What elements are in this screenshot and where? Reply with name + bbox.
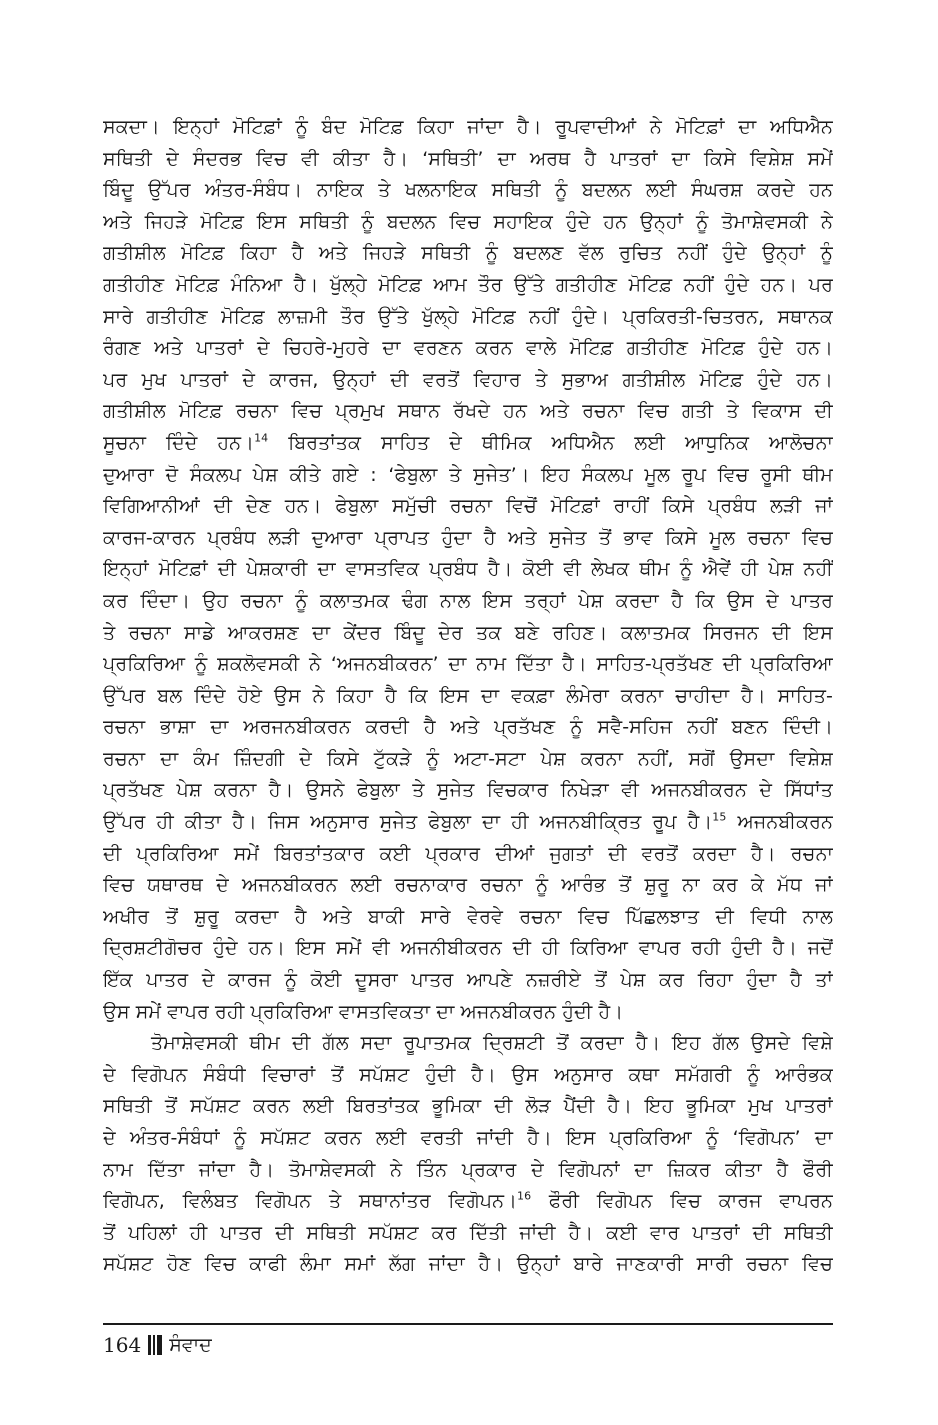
text-segment: ਫੌਰੀ ਵਿਗੋਪਨ ਵਿਚ ਕਾਰਜ ਵਾਪਰਨ xyxy=(531,1190,833,1213)
text-line: ਪ੍ਰਕਿਰਿਆ ਨੂੰ ਸ਼ਕਲੋਵਸਕੀ ਨੇ ‘ਅਜਨਬੀਕਰਨ’ ਦਾ ਨਾਮ ਦਿੱਤਾ ਹੈ। ਸਾਹਿਤ-ਪ੍ਰਤੱਖਣ ਦੀ ਪ੍ਰਕਿਰਿਆ xyxy=(103,653,833,676)
text-line: ਸਕਦਾ। ਇਨ੍ਹਾਂ ਮੋਟਿਫ਼ਾਂ ਨੂੰ ਬੰਦ ਮੋਟਿਫ਼ ਕਿਹਾ ਜਾਂਦਾ ਹੈ। ਰੂਪਵਾਦੀਆਂ ਨੇ ਮੋਟਿਫ਼ਾਂ ਦਾ ਅਧਿਐਨ xyxy=(103,116,833,138)
footnote-ref-14: 14 xyxy=(254,431,269,445)
text-segment: ਅਜਨਬੀਕਰਨ xyxy=(726,811,833,834)
page-number: 164 xyxy=(103,1333,142,1357)
page-body xyxy=(103,112,833,1281)
text-segment: ਉੱਪਰ ਹੀ ਕੀਤਾ ਹੈ। ਜਿਸ ਅਨੁਸਾਰ ਸੁਜੇਤ ਫੇਬੁਲਾ ਦਾ ਹੀ ਅਜਨਬੀਕ੍ਰਿਤ ਰੂਪ ਹੈ। xyxy=(103,811,713,834)
text-line: ਅਖੀਰ ਤੋਂ ਸ਼ੁਰੂ ਕਰਦਾ ਹੈ ਅਤੇ ਬਾਕੀ ਸਾਰੇ ਵੇਰਵੇ ਰਚਨਾ ਵਿਚ ਪਿੱਛਲਝਾਤ ਦੀ ਵਿਧੀ ਨਾਲ xyxy=(103,905,833,928)
text-line: ਕਰ ਦਿੰਦਾ। ਉਹ ਰਚਨਾ ਨੂੰ ਕਲਾਤਮਕ ਢੰਗ ਨਾਲ ਇਸ ਤਰ੍ਹਾਂ ਪੇਸ਼ ਕਰਦਾ ਹੈ ਕਿ ਉਸ ਦੇ ਪਾਤਰ xyxy=(103,589,833,612)
text-line: ਕਾਰਜ-ਕਾਰਨ ਪ੍ਰਬੰਧ ਲੜੀ ਦੁਆਰਾ ਪ੍ਰਾਪਤ ਹੁੰਦਾ ਹੈ ਅਤੇ ਸੁਜੇਤ ਤੋਂ ਭਾਵ ਕਿਸੇ ਮੂਲ ਰਚਨਾ ਵਿਚ xyxy=(103,526,833,549)
text-line: ਗਤੀਹੀਣ ਮੋਟਿਫ਼ ਮੰਨਿਆ ਹੈ। ਖੁੱਲ੍ਹੇ ਮੋਟਿਫ਼ ਆਮ ਤੌਰ ਉੱਤੇ ਗਤੀਹੀਣ ਮੋਟਿਫ਼ ਨਹੀਂ ਹੁੰਦੇ ਹਨ। ਪਰ xyxy=(103,273,833,296)
text-line: ਇਨ੍ਹਾਂ ਮੋਟਿਫ਼ਾਂ ਦੀ ਪੇਸ਼ਕਾਰੀ ਦਾ ਵਾਸਤਵਿਕ ਪ੍ਰਬੰਧ ਹੈ। ਕੋਈ ਵੀ ਲੇਖਕ ਥੀਮ ਨੂੰ ਐਵੇਂ ਹੀ ਪੇਸ਼ ਨਹੀਂ xyxy=(103,558,833,581)
text-line: ਦੇ ਵਿਗੋਪਨ ਸੰਬੰਧੀ ਵਿਚਾਰਾਂ ਤੋਂ ਸਪੱਸ਼ਟ ਹੁੰਦੀ ਹੈ। ਉਸ ਅਨੁਸਾਰ ਕਥਾ ਸਮੱਗਰੀ ਨੂੰ ਆਰੰਭਕ xyxy=(103,1063,833,1086)
text-line: ਦ੍ਰਿਸ਼ਟੀਗੋਚਰ ਹੁੰਦੇ ਹਨ। ਇਸ ਸਮੇਂ ਵੀ ਅਜਨੀਬੀਕਰਨ ਦੀ ਹੀ ਕਿਰਿਆ ਵਾਪਰ ਰਹੀ ਹੁੰਦੀ ਹੈ। ਜਦੋਂ xyxy=(103,937,833,960)
paragraph-2 xyxy=(103,1028,833,1281)
paragraph-1 xyxy=(103,112,833,1028)
footnote-ref-15: 15 xyxy=(712,810,727,824)
text-line: ਰਚਨਾ ਦਾ ਕੰਮ ਜ਼ਿੰਦਗੀ ਦੇ ਕਿਸੇ ਟੁੱਕੜੇ ਨੂੰ ਅਟਾ-ਸਟਾ ਪੇਸ਼ ਕਰਨਾ ਨਹੀਂ, ਸਗੋਂ ਉਸਦਾ ਵਿਸ਼ੇਸ਼ xyxy=(103,747,833,770)
text-line: ਵਿਗਿਆਨੀਆਂ ਦੀ ਦੇਣ ਹਨ। ਫੇਬੁਲਾ ਸਮੁੱਚੀ ਰਚਨਾ ਵਿਚੋਂ ਮੋਟਿਫ਼ਾਂ ਰਾਹੀਂ ਕਿਸੇ ਪ੍ਰਬੰਧ ਲੜੀ ਜਾਂ xyxy=(103,495,833,518)
footnote-ref-16: 16 xyxy=(517,1189,532,1203)
text-line-with-footnote xyxy=(103,807,833,839)
text-line-with-footnote xyxy=(103,428,833,460)
text-segment: ਵਿਗੋਪਨ, ਵਿਲੰਬਤ ਵਿਗੋਪਨ ਤੇ ਸਥਾਨਾਂਤਰ ਵਿਗੋਪਨ। xyxy=(103,1190,518,1213)
text-line: ਤੋਮਾਸ਼ੇਵਸਕੀ ਥੀਮ ਦੀ ਗੱਲ ਸਦਾ ਰੂਪਾਤਮਕ ਦ੍ਰਿਸ਼ਟੀ ਤੋਂ ਕਰਦਾ ਹੈ। ਇਹ ਗੱਲ ਉਸਦੇ ਵਿਸ਼ੇ xyxy=(151,1032,833,1055)
text-line: ਸਪੱਸ਼ਟ ਹੋਣ ਵਿਚ ਕਾਫੀ ਲੰਮਾ ਸਮਾਂ ਲੱਗ ਜਾਂਦਾ ਹੈ। ਉਨ੍ਹਾਂ ਬਾਰੇ ਜਾਣਕਾਰੀ ਸਾਰੀ ਰਚਨਾ ਵਿਚ xyxy=(103,1253,833,1276)
text-line: ਵਿਚ ਯਥਾਰਥ ਦੇ ਅਜਨਬੀਕਰਨ ਲਈ ਰਚਨਾਕਾਰ ਰਚਨਾ ਨੂੰ ਆਰੰਭ ਤੋਂ ਸ਼ੁਰੂ ਨਾ ਕਰ ਕੇ ਮੱਧ ਜਾਂ xyxy=(103,874,833,897)
text-line: ਦੁਆਰਾ ਦੋ ਸੰਕਲਪ ਪੇਸ਼ ਕੀਤੇ ਗਏ : ‘ਫੇਬੁਲਾ ਤੇ ਸੁਜੇਤ’। ਇਹ ਸੰਕਲਪ ਮੂਲ ਰੂਪ ਵਿਚ ਰੂਸੀ ਥੀਮ xyxy=(103,463,833,486)
text-line: ਸਥਿਤੀ ਤੋਂ ਸਪੱਸ਼ਟ ਕਰਨ ਲਈ ਬਿਰਤਾਂਤਕ ਭੂਮਿਕਾ ਦੀ ਲੋੜ ਪੈਂਦੀ ਹੈ। ਇਹ ਭੂਮਿਕਾ ਮੁਖ ਪਾਤਰਾਂ xyxy=(103,1095,833,1118)
text-line: ਸਥਿਤੀ ਦੇ ਸੰਦਰਭ ਵਿਚ ਵੀ ਕੀਤਾ ਹੈ। ‘ਸਥਿਤੀ’ ਦਾ ਅਰਥ ਹੈ ਪਾਤਰਾਂ ਦਾ ਕਿਸੇ ਵਿਸ਼ੇਸ਼ ਸਮੇਂ xyxy=(103,147,833,170)
text-line-with-footnote xyxy=(103,1186,833,1218)
text-line: ਅਤੇ ਜਿਹੜੇ ਮੋਟਿਫ਼ ਇਸ ਸਥਿਤੀ ਨੂੰ ਬਦਲਨ ਵਿਚ ਸਹਾਇਕ ਹੁੰਦੇ ਹਨ ਉਨ੍ਹਾਂ ਨੂੰ ਤੋਮਾਸ਼ੇਵਸਕੀ ਨੇ xyxy=(103,210,833,233)
footer-divider xyxy=(103,1323,833,1325)
text-segment: ਬਿਰਤਾਂਤਕ ਸਾਹਿਤ ਦੇ ਥੀਮਿਕ ਅਧਿਐਨ ਲਈ ਆਧੁਨਿਕ ਆਲੋਚਨਾ xyxy=(268,431,833,454)
running-title: ਸੰਵਾਦ xyxy=(169,1334,212,1356)
page-footer xyxy=(103,1330,212,1360)
text-line: ਪਰ ਮੁਖ ਪਾਤਰਾਂ ਦੇ ਕਾਰਜ, ਉਨ੍ਹਾਂ ਦੀ ਵਰਤੋਂ ਵਿਹਾਰ ਤੇ ਸੁਭਾਅ ਗਤੀਸ਼ੀਲ ਮੋਟਿਫ਼ ਹੁੰਦੇ ਹਨ। xyxy=(103,368,833,391)
text-line: ਇੱਕ ਪਾਤਰ ਦੇ ਕਾਰਜ ਨੂੰ ਕੋਈ ਦੂਸਰਾ ਪਾਤਰ ਆਪਣੇ ਨਜ਼ਰੀਏ ਤੋਂ ਪੇਸ਼ ਕਰ ਰਿਹਾ ਹੁੰਦਾ ਹੈ ਤਾਂ xyxy=(103,969,833,992)
text-line: ਦੀ ਪ੍ਰਕਿਰਿਆ ਸਮੇਂ ਬਿਰਤਾਂਤਕਾਰ ਕਈ ਪ੍ਰਕਾਰ ਦੀਆਂ ਜੁਗਤਾਂ ਦੀ ਵਰਤੋਂ ਕਰਦਾ ਹੈ। ਰਚਨਾ xyxy=(103,842,833,865)
text-line: ਉਸ ਸਮੇਂ ਵਾਪਰ ਰਹੀ ਪ੍ਰਕਿਰਿਆ ਵਾਸਤਵਿਕਤਾ ਦਾ ਅਜਨਬੀਕਰਨ ਹੁੰਦੀ ਹੈ। xyxy=(103,1000,624,1023)
text-line: ਗਤੀਸ਼ੀਲ ਮੋਟਿਫ਼ ਰਚਨਾ ਵਿਚ ਪ੍ਰਮੁਖ ਸਥਾਨ ਰੱਖਦੇ ਹਨ ਅਤੇ ਰਚਨਾ ਵਿਚ ਗਤੀ ਤੇ ਵਿਕਾਸ ਦੀ xyxy=(103,400,833,423)
text-line: ਰੰਗਣ ਅਤੇ ਪਾਤਰਾਂ ਦੇ ਚਿਹਰੇ-ਮੁਹਰੇ ਦਾ ਵਰਣਨ ਕਰਨ ਵਾਲੇ ਮੋਟਿਫ਼ ਗਤੀਹੀਣ ਮੋਟਿਫ਼ ਹੁੰਦੇ ਹਨ। xyxy=(103,337,833,360)
text-line: ਪ੍ਰਤੱਖਣ ਪੇਸ਼ ਕਰਨਾ ਹੈ। ਉਸਨੇ ਫੇਬੁਲਾ ਤੇ ਸੁਜੇਤ ਵਿਚਕਾਰ ਨਿਖੇੜਾ ਵੀ ਅਜਨਬੀਕਰਨ ਦੇ ਸਿੱਧਾਂਤ xyxy=(103,779,833,802)
text-line: ਸਾਰੇ ਗਤੀਹੀਣ ਮੋਟਿਫ਼ ਲਾਜ਼ਮੀ ਤੌਰ ਉੱਤੇ ਖੁੱਲ੍ਹੇ ਮੋਟਿਫ਼ ਨਹੀਂ ਹੁੰਦੇ। ਪ੍ਰਕਿਰਤੀ-ਚਿਤਰਨ, ਸਥਾਨਕ xyxy=(103,305,833,328)
text-line: ਨਾਮ ਦਿੱਤਾ ਜਾਂਦਾ ਹੈ। ਤੋਮਾਸ਼ੇਵਸਕੀ ਨੇ ਤਿੰਨ ਪ੍ਰਕਾਰ ਦੇ ਵਿਗੋਪਨਾਂ ਦਾ ਜ਼ਿਕਰ ਕੀਤਾ ਹੈ ਫੌਰੀ xyxy=(103,1158,833,1181)
text-line: ਗਤੀਸ਼ੀਲ ਮੋਟਿਫ਼ ਕਿਹਾ ਹੈ ਅਤੇ ਜਿਹੜੇ ਸਥਿਤੀ ਨੂੰ ਬਦਲਣ ਵੱਲ ਰੁਚਿਤ ਨਹੀਂ ਹੁੰਦੇ ਉਨ੍ਹਾਂ ਨੂੰ xyxy=(103,242,833,265)
text-line: ਤੋਂ ਪਹਿਲਾਂ ਹੀ ਪਾਤਰ ਦੀ ਸਥਿਤੀ ਸਪੱਸ਼ਟ ਕਰ ਦਿੱਤੀ ਜਾਂਦੀ ਹੈ। ਕਈ ਵਾਰ ਪਾਤਰਾਂ ਦੀ ਸਥਿਤੀ xyxy=(103,1221,833,1244)
text-line: ਤੇ ਰਚਨਾ ਸਾਡੇ ਆਕਰਸ਼ਣ ਦਾ ਕੇਂਦਰ ਬਿੰਦੂ ਦੇਰ ਤਕ ਬਣੇ ਰਹਿਣ। ਕਲਾਤਮਕ ਸਿਰਜਨ ਦੀ ਇਸ xyxy=(103,621,833,644)
text-segment: ਸੂਚਨਾ ਦਿੰਦੇ ਹਨ। xyxy=(103,431,255,454)
footer-bars-ornament xyxy=(148,1335,162,1355)
text-line: ਦੇ ਅੰਤਰ-ਸੰਬੰਧਾਂ ਨੂੰ ਸਪੱਸ਼ਟ ਕਰਨ ਲਈ ਵਰਤੀ ਜਾਂਦੀ ਹੈ। ਇਸ ਪ੍ਰਕਿਰਿਆ ਨੂੰ ‘ਵਿਗੋਪਨ’ ਦਾ xyxy=(103,1127,833,1149)
text-line: ਰਚਨਾ ਭਾਸ਼ਾ ਦਾ ਅਰਜਨਬੀਕਰਨ ਕਰਦੀ ਹੈ ਅਤੇ ਪ੍ਰਤੱਖਣ ਨੂੰ ਸਵੈ-ਸਹਿਜ ਨਹੀਂ ਬਣਨ ਦਿੰਦੀ। xyxy=(103,716,833,739)
text-line: ਬਿੰਦੂ ਉੱਪਰ ਅੰਤਰ-ਸੰਬੰਧ। ਨਾਇਕ ਤੇ ਖਲਨਾਇਕ ਸਥਿਤੀ ਨੂੰ ਬਦਲਨ ਲਈ ਸੰਘਰਸ਼ ਕਰਦੇ ਹਨ xyxy=(103,179,833,202)
text-line: ਉੱਪਰ ਬਲ ਦਿੰਦੇ ਹੋਏ ਉਸ ਨੇ ਕਿਹਾ ਹੈ ਕਿ ਇਸ ਦਾ ਵਕਫ਼ਾ ਲੰਮੇਰਾ ਕਰਨਾ ਚਾਹੀਦਾ ਹੈ। ਸਾਹਿਤ- xyxy=(103,684,833,707)
